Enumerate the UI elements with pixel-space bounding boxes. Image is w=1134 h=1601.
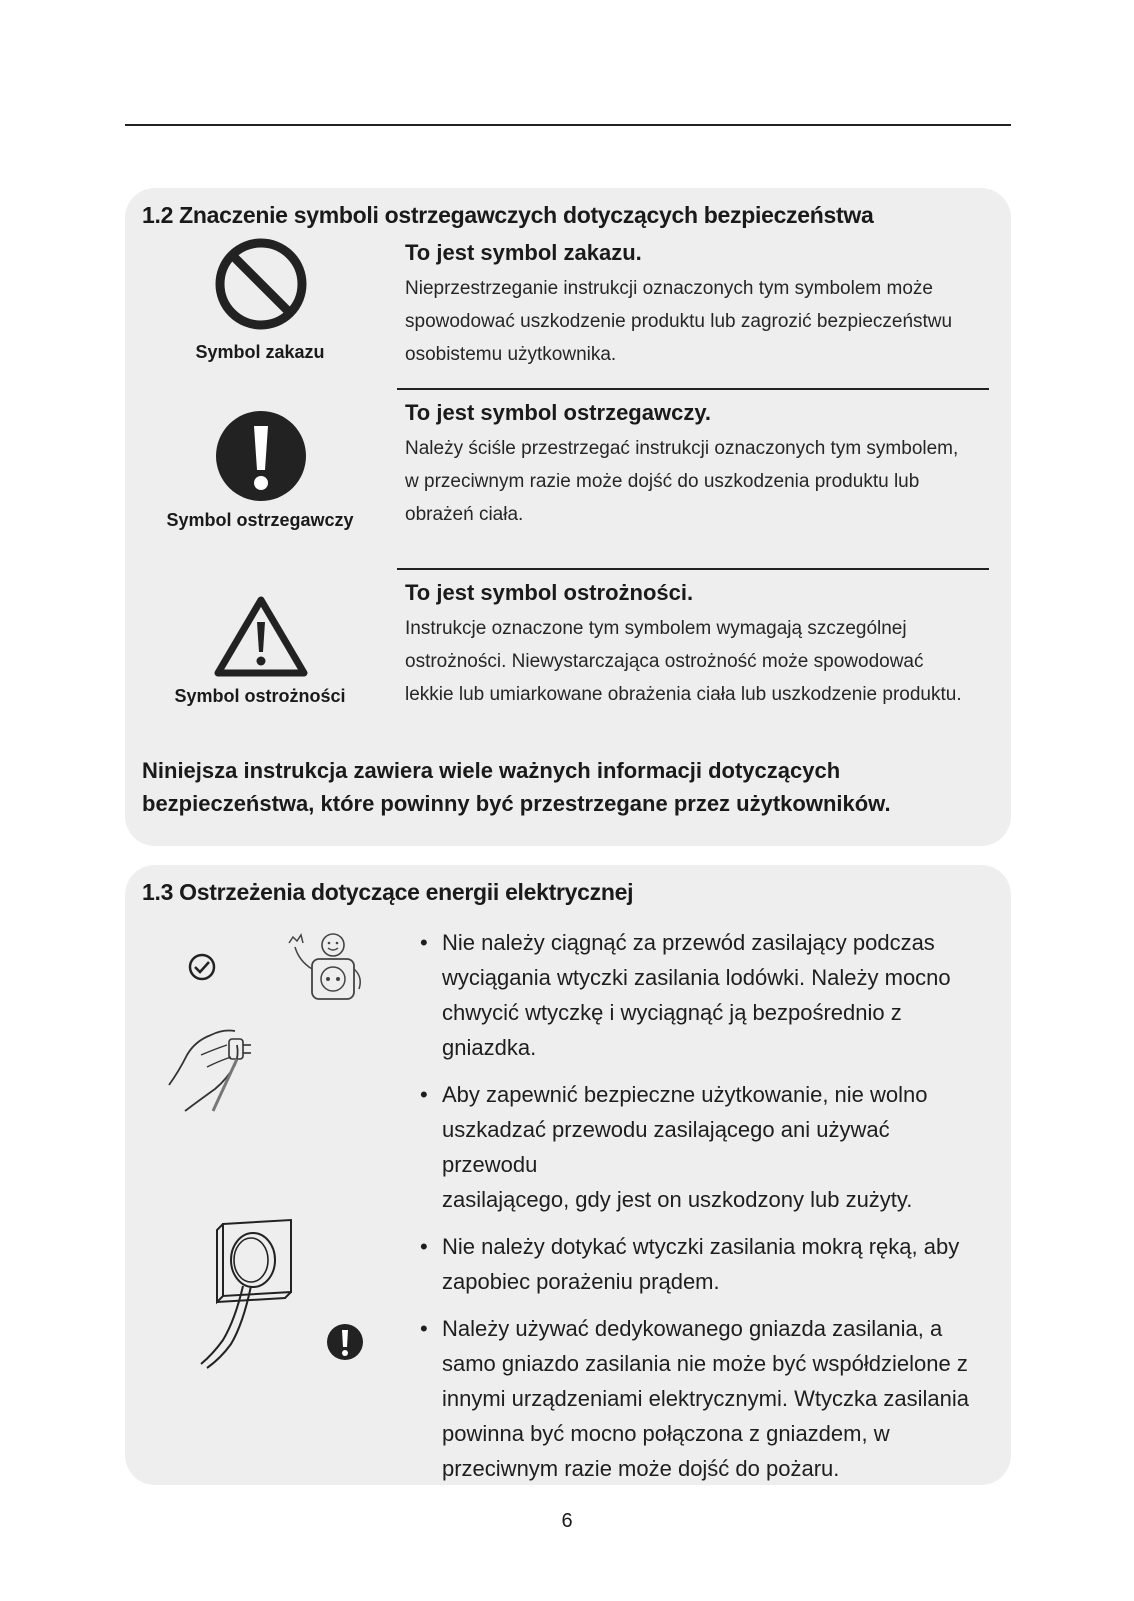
text-line: powinna być mocno połączona z gniazdem, w [442,1421,890,1446]
safety-note [142,754,1002,820]
text-line: bezpieczeństwa, które powinny być przestrzegane przez użytkowników. [142,791,891,816]
text-line: zasilającego, gdy jest on uszkodzony lub zużyty. [442,1187,913,1212]
symbol-text [405,432,990,531]
text-line: ostrożności. Niewystarczająca ostrożność może spowodować [405,651,924,672]
warning-exclamation-icon [326,1323,364,1361]
text-line: obrażeń ciała. [405,504,524,525]
symbol-description [405,580,990,711]
text-line: innymi urządzeniami elektrycznymi. Wtyczka zasilania [442,1386,969,1411]
symbol-heading: To jest symbol zakazu. [405,240,642,265]
section-title: 1.2 Znaczenie symboli ostrzegawczych dotyczących bezpieczeństwa [142,202,874,228]
page-number: 6 [561,1510,573,1532]
text-line: Należy używać dedykowanego gniazda zasilania, a [442,1316,943,1341]
text-line: Należy ściśle przestrzegać instrukcji oznaczonych tym symbolem, [405,438,959,459]
electric-warnings-list [420,925,990,1498]
section-title: 1.3 Ostrzeżenia dotyczące energii elektrycznej [142,879,634,905]
text-line: lekkie lub umiarkowane obrażenia ciała lub uszkodzenie produktu. [405,684,962,705]
wall-socket-plug-icon [195,1220,295,1370]
prohibition-icon [215,238,307,330]
safety-symbols-panel [125,188,1011,846]
symbol-caption: Symbol zakazu [195,342,325,362]
symbol-heading: To jest symbol ostrożności. [405,580,694,605]
text-line: samo gniazdo zasilania nie może być współdzielone z [442,1351,968,1376]
symbol-description [405,240,990,371]
text-line: Nie należy ciągnąć za przewód zasilający podczas [442,930,935,955]
list-item [420,1311,990,1486]
text-line: Nie należy dotykać wtyczki zasilania mokrą ręką, aby [442,1234,960,1259]
text-line: przeciwnym razie może dojść do pożaru. [442,1456,840,1481]
socket-character-icon [285,931,365,1007]
bullet-dot: • [420,1082,428,1107]
divider [397,568,989,570]
warning-exclamation-icon [215,410,307,502]
list-item [420,1077,990,1217]
list-item [420,925,990,1065]
text-line: uszkadzać przewodu zasilającego ani używać przewodu [442,1117,890,1177]
bullet-dot: • [420,1234,428,1259]
divider [397,388,989,390]
symbol-caption: Symbol ostrożności [174,686,346,706]
text-line: spowodować uszkodzenie produktu lub zagrozić bezpieczeństwu [405,311,953,332]
caution-triangle-icon [213,594,309,678]
symbol-caption: Symbol ostrzegawczy [166,510,354,530]
text-line: zapobiec porażeniu prądem. [442,1269,720,1294]
text-line: Niniejsza instrukcja zawiera wiele ważnych informacji dotyczących [142,758,841,783]
text-line: Nieprzestrzeganie instrukcji oznaczonych tym symbolem może [405,278,933,299]
bullet-dot: • [420,930,428,955]
text-line: Aby zapewnić bezpieczne użytkowanie, nie wolno [442,1082,928,1107]
list-item [420,1229,990,1299]
symbol-heading: To jest symbol ostrzegawczy. [405,400,712,425]
bullet-dot: • [420,1316,428,1341]
text-line: Instrukcje oznaczone tym symbolem wymagają szczególnej [405,618,907,639]
symbol-text [405,612,990,711]
hand-pulling-plug-icon [165,1015,260,1115]
symbol-text [405,272,990,371]
text-line: osobistemu użytkownika. [405,344,617,365]
text-line: gniazdka. [442,1035,537,1060]
check-icon [188,953,216,981]
electric-warnings-panel [125,865,1011,1485]
text-line: w przeciwnym razie może dojść do uszkodzenia produktu lub [405,471,920,492]
top-rule [125,124,1011,126]
text-line: chwycić wtyczkę i wyciągnąć ją bezpośrednio z [442,1000,902,1025]
text-line: wyciągania wtyczki zasilania lodówki. Należy mocno [442,965,951,990]
symbol-description [405,400,990,531]
